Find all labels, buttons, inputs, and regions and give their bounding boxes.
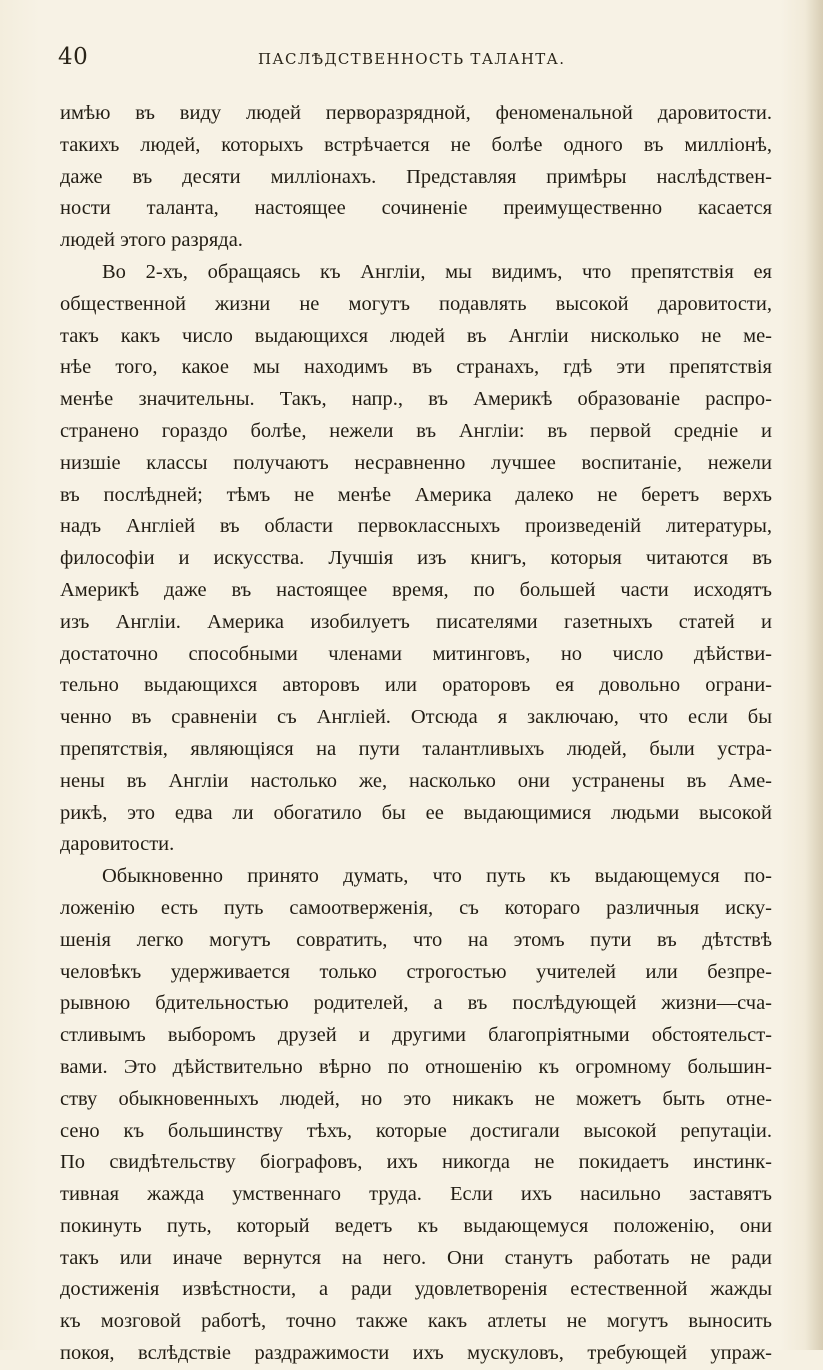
text-line: менѣе значительны. Такъ, напр., въ Америкѣ образованіе распро- xyxy=(60,388,772,411)
text-line: людей этого разряда. xyxy=(60,229,243,252)
text-line: ложенію есть путь самоотверженія, съ котораго различныя иску- xyxy=(60,896,772,919)
text-line: странено гораздо болѣе, нежели въ Англіи: въ первой средніе и xyxy=(60,419,772,442)
text-line: покоя, вслѣдствіе раздражимости ихъ мускуловъ, требующей упраж- xyxy=(60,1342,772,1365)
text-line: сено къ большинству тѣхъ, которые достигали высокой репутаціи. xyxy=(60,1119,772,1142)
text-line: рывною бдительностью родителей, а въ послѣдующей жизни—сча- xyxy=(60,992,772,1015)
text-line: имѣю въ виду людей перворазрядной, феноменальной даровитости. xyxy=(60,102,772,124)
text-line: надъ Англіей въ области первоклассныхъ произведеній литературы, xyxy=(60,515,772,538)
page-number: 40 xyxy=(58,44,89,70)
text-line: даже въ десяти милліонахъ. Представляя примѣры наслѣдствен- xyxy=(60,165,772,188)
text-line: въ послѣдней; тѣмъ не менѣе Америка далеко не беретъ верхъ xyxy=(60,483,772,506)
text-line: достаточно способными членами митинговъ, но число дѣйстви- xyxy=(60,642,772,665)
text-line: ству обыкновенныхъ людей, но это никакъ не можетъ быть отне- xyxy=(60,1087,772,1110)
text-line: низшіе классы получаютъ несравненно лучшее воспитаніе, нежели xyxy=(60,451,772,474)
text-line: шенія легко могутъ совратить, что на этомъ пути въ дѣтствѣ xyxy=(60,928,772,951)
text-line: По свидѣтельству біографовъ, ихъ никогда не покидаетъ инстинк- xyxy=(60,1151,772,1174)
text-line: къ мозговой работѣ, точно также какъ атлеты не могутъ выносить xyxy=(60,1310,772,1333)
text-line: рикѣ, это едва ли обогатило бы ее выдающимися людьми высокой xyxy=(60,801,772,824)
page-header xyxy=(58,44,793,84)
text-line: человѣкъ удерживается только строгостью учителей или безпре- xyxy=(60,960,772,983)
text-line: философіи и искусства. Лучшія изъ книгъ, которыя читаются въ xyxy=(60,547,772,570)
text-line: такихъ людей, которыхъ встрѣчается не болѣе одного въ милліонѣ, xyxy=(60,133,772,156)
text-line: тивная жажда умственнаго труда. Если ихъ насильно заставятъ xyxy=(60,1183,772,1206)
text-line: препятствія, являющіяся на пути талантливыхъ людей, были устра- xyxy=(60,737,772,760)
text-line: общественной жизни не могутъ подавлять высокой даровитости, xyxy=(60,292,772,315)
text-line: нены въ Англіи настолько же, насколько они устранены въ Аме- xyxy=(60,769,772,792)
text-line: Обыкновенно принято думать, что путь къ выдающемуся по- xyxy=(102,865,772,888)
text-line: стливымъ выборомъ друзей и другими благопріятными обстоятельст- xyxy=(60,1024,772,1047)
body-text xyxy=(60,98,772,1370)
text-line: тельно выдающихся авторовъ или ораторовъ ея довольно ограни- xyxy=(60,674,772,697)
page-spine-shadow xyxy=(805,0,823,1350)
text-line: ности таланта, настоящее сочиненіе преимущественно касается xyxy=(60,197,772,220)
text-line: такъ или иначе вернутся на него. Они станутъ работать не ради xyxy=(60,1246,772,1269)
text-line: покинуть путь, который ведетъ къ выдающемуся положенію, они xyxy=(60,1214,772,1237)
text-line: вами. Это дѣйствительно вѣрно по отношенію къ огромному большин- xyxy=(60,1055,772,1078)
running-title: ПАСЛѢДСТВЕННОСТЬ ТАЛАНТА. xyxy=(258,50,566,68)
text-line: такъ какъ число выдающихся людей въ Англіи нисколько не ме- xyxy=(60,324,772,347)
text-line: достиженія извѣстности, а ради удовлетворенія естественной жажды xyxy=(60,1278,772,1301)
text-line: ченно въ сравненіи съ Англіей. Отсюда я заключаю, что если бы xyxy=(60,706,772,729)
text-line: даровитости. xyxy=(60,833,175,856)
text-line: Во 2-хъ, обращаясь къ Англіи, мы видимъ, что препятствія ея xyxy=(102,260,772,283)
text-line: нѣе того, какое мы находимъ въ странахъ, гдѣ эти препятствія xyxy=(60,356,772,379)
text-line: изъ Англіи. Америка изобилуетъ писателями газетныхъ статей и xyxy=(60,610,772,633)
text-line: Америкѣ даже въ настоящее время, по большей части исходятъ xyxy=(60,578,772,601)
